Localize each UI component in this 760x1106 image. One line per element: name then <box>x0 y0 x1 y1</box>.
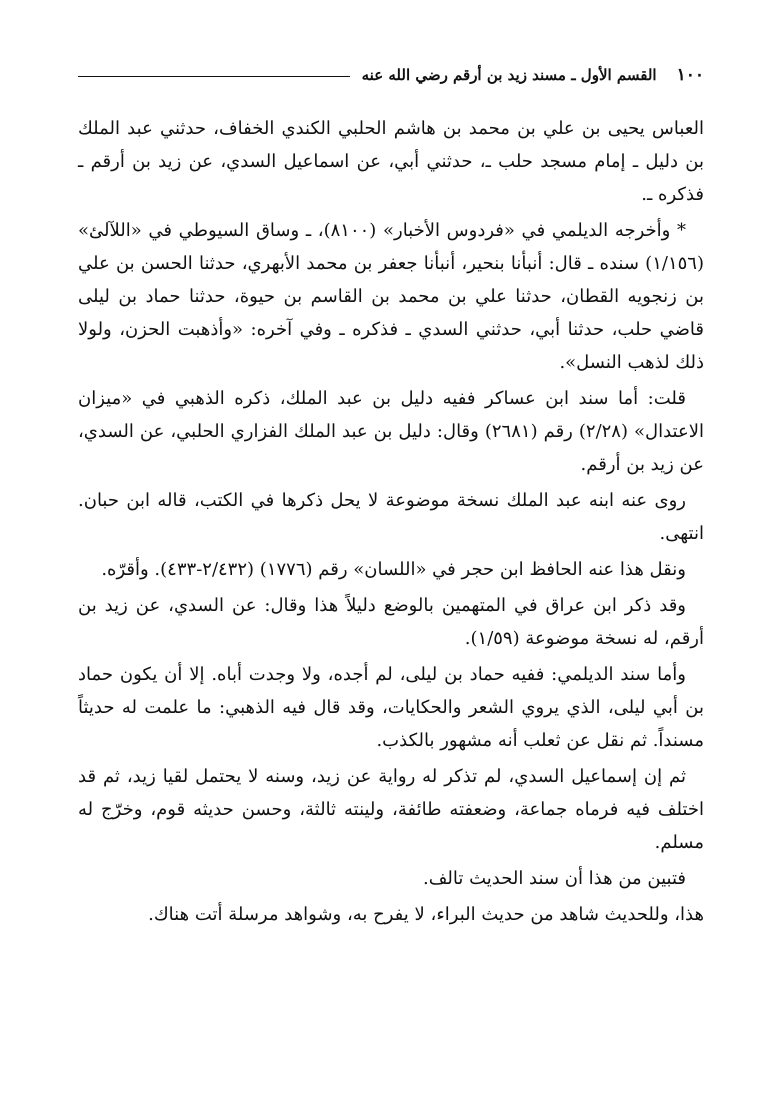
running-title: القسم الأول ـ مسند زيد بن أرقم رضي الله عنه <box>361 66 657 84</box>
paragraph: فتبين من هذا أن سند الحديث تالف. <box>423 868 686 889</box>
book-page <box>78 58 704 934</box>
running-header <box>78 58 704 92</box>
paragraph: * وأخرجه الديلمي في «فردوس الأخبار» (٨١٠٠)، ـ وساق السيوطي في «اللآلئ» (١/١٥٦) سنده ـ قال: أنبأنا بنحير، أنبأنا جعفر بن محمد الأبهري، حدثنا الحسن بن علي بن زنجويه القطان، حدثنا علي بن محمد بن القاسم بن حيوة، حدثنا حماد بن ليلى قاضي حلب، حدثنا أبي، حدثني السدي ـ فذكره ـ وفي آخره: «وأذهبت الحزن، ولولا ذلك لذهب النسل». <box>78 220 704 373</box>
paragraph: العباس يحيى بن علي بن محمد بن هاشم الحلبي الكندي الخفاف، حدثني عبد الملك بن دليل ـ إمام مسجد حلب ـ، حدثني أبي، عن اسماعيل السدي، عن زيد بن أرقم ـ فذكره ـ. <box>78 118 704 205</box>
page-body <box>78 112 704 931</box>
paragraph: ونقل هذا عنه الحافظ ابن حجر في «اللسان» رقم (١٧٧٦) (٢/٤٣٢-٤٣٣). وأقرّه. <box>101 559 686 580</box>
paragraph: هذا، وللحديث شاهد من حديث البراء، لا يفرح به، وشواهد مرسلة أتت هناك. <box>148 904 704 925</box>
paragraph: روى عنه ابنه عبد الملك نسخة موضوعة لا يحل ذكرها في الكتب، قاله ابن حبان. انتهى. <box>78 490 704 544</box>
paragraph: ثم إن إسماعيل السدي، لم تذكر له رواية عن زيد، وسنه لا يحتمل لقيا زيد، ثم قد اختلف فيه فرماه جماعة، وضعفته طائفة، ولينته ثالثة، وحسن حديثه قوم، وخرّج له مسلم. <box>78 766 704 853</box>
page-number: ١٠٠ <box>676 65 704 85</box>
paragraph: قلت: أما سند ابن عساكر ففيه دليل بن عبد الملك، ذكره الذهبي في «ميزان الاعتدال» (٢/٢٨) رقم (٢٦٨١) وقال: دليل بن عبد الملك الفزاري الحلبي، عن السدي، عن زيد بن أرقم. <box>78 388 704 475</box>
paragraph: وقد ذكر ابن عراق في المتهمين بالوضع دليلاً هذا وقال: عن السدي، عن زيد بن أرقم، له نسخة موضوعة (١/٥٩). <box>78 595 704 649</box>
paragraph: وأما سند الديلمي: ففيه حماد بن ليلى، لم أجده، ولا وجدت أباه. إلا أن يكون حماد بن أبي ليلى، الذي يروي الشعر والحكايات، وقد قال فيه الذهبي: ما علمت له حديثاً مسنداً. ثم نقل عن ثعلب أنه مشهور بالكذب. <box>78 664 704 751</box>
header-rule <box>78 76 350 77</box>
